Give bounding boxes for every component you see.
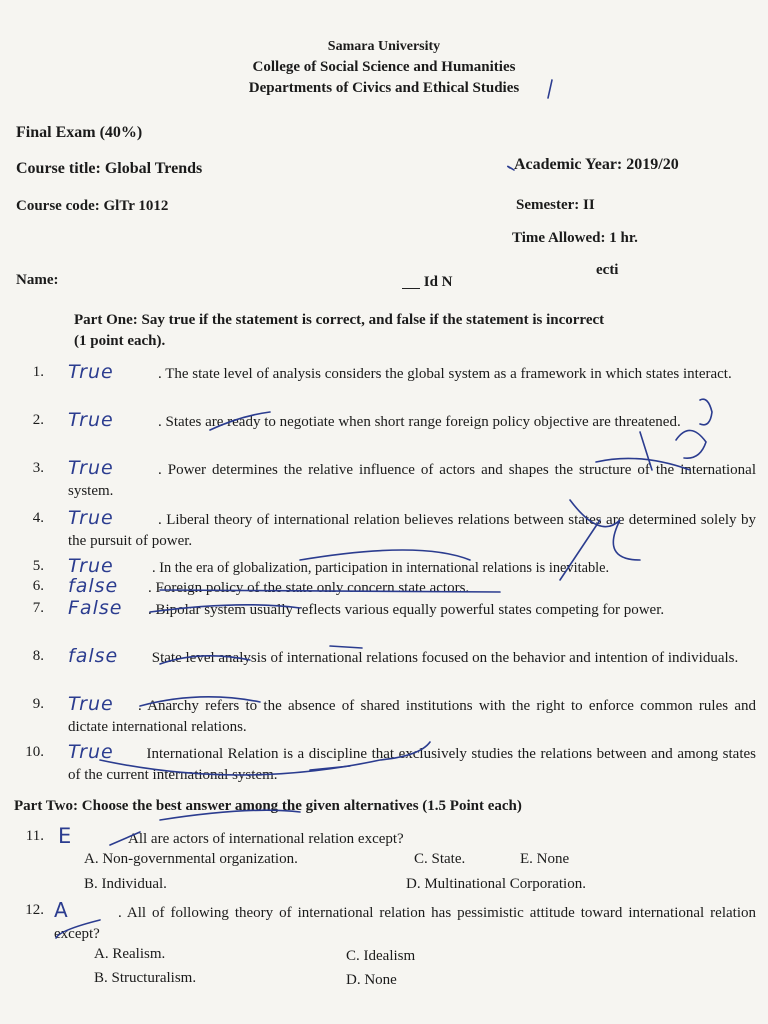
question-number: 6. [32,578,44,594]
academic-year: Academic Year: 2019/20 [514,156,679,173]
question-text-block [68,508,756,552]
option-b: B. Individual. [84,876,167,892]
handwritten-answer: True [68,741,114,763]
part-one-heading [74,310,760,352]
handwritten-answer: True [68,555,114,577]
question-number: 3. [32,460,44,476]
handwritten-answer: True [68,693,114,715]
question-number: 9. [32,696,44,712]
question-text: State level analysis of international relations focused on the behavior and intention of individuals. [148,650,739,666]
option-c: C. Idealism [346,948,416,964]
question-number: 12. [25,902,44,918]
question-text-block [68,576,756,599]
option-e: E. None [520,851,570,867]
question-text-block [68,458,756,502]
question-text: . States are ready to negotiate when short range foreign policy objective are threatened. [158,414,681,430]
question-text: . Bipolar system usually reflects various equally powerful states competing for power. [148,602,665,618]
question-text-block [54,900,756,945]
handwritten-answer: True [68,409,114,431]
id-underline [402,288,420,289]
id-label-group [402,274,453,291]
handwritten-answer: True [68,457,114,479]
handwritten-answer: True [68,507,114,529]
part-one-instruction: Part One: Say true if the statement is correct, and false if the statement is incorrect [74,312,605,328]
question-number: 10. [25,744,44,760]
part-two-heading: Part Two: Choose the best answer among the given alternatives (1.5 Point each) [14,798,522,814]
question-text-block [68,598,756,621]
college-name: College of Social Science and Humanities [252,59,516,75]
question-text-block [68,410,756,433]
question-number: 2. [32,412,44,428]
id-label: Id N [423,274,453,290]
handwritten-answer: True [68,361,114,383]
handwritten-answer: false [68,645,119,667]
option-d: D. Multinational Corporation. [406,876,586,892]
question-text: All are actors of international relation except? [128,831,404,847]
question-text: . Power determines the relative influence of actors and shapes the structure of the international system. [68,462,756,499]
question-number: 7. [32,600,44,616]
handwritten-answer: E [58,824,73,848]
exam-header [0,36,768,99]
name-label: Name: [16,272,59,288]
question-number: 1. [32,364,44,380]
question-text: . Liberal theory of international relation believes relations between states are determined solely by the pursuit of power. [68,512,756,549]
question-number: 8. [32,648,44,664]
question-text: . Anarchy refers to the absence of shared institutions with the right to enforce common rules and dictate international relations. [68,698,756,735]
time-allowed: Time Allowed: 1 hr. [512,230,638,246]
course-code: Course code: GlTr 1012 [16,198,169,214]
question-text-block [68,742,756,786]
question-text-block [68,646,756,669]
question-text-block [68,362,756,385]
university-name: Samara University [327,39,441,54]
option-d: D. None [346,972,397,988]
question-text: . In the era of globalization, participation in international relations is inevitable. [152,560,610,576]
question-text: . The state level of analysis considers the global system as a framework in which states interact. [158,366,732,382]
option-b: B. Structuralism. [94,970,197,986]
semester: Semester: II [516,197,595,213]
section-label: ecti [596,262,619,278]
course-title: Course title: Global Trends [16,160,203,177]
department-name: Departments of Civics and Ethical Studies [248,80,520,96]
question-number: 11. [25,828,44,844]
handwritten-answer: False [68,597,123,619]
question-text: . Foreign policy of the state only concern state actors. [148,580,470,596]
question-text: International Relation is a discipline that exclusively studies the relations between and among states of the current international system. [68,746,756,783]
part-one-points: (1 point each). [74,333,166,349]
question-text-block [68,694,756,738]
option-a: A. Realism. [94,946,166,962]
pen-mark-6 [676,430,706,458]
question-text: . All of following theory of international relation has pessimistic attitude toward international relation except? [54,905,756,942]
question-number: 5. [32,558,44,574]
question-number: 4. [32,510,44,526]
exam-title: Final Exam (40%) [16,124,143,141]
option-c: C. State. [414,851,466,867]
handwritten-answer: false [68,575,119,597]
handwritten-answer: A [54,898,69,922]
question-text-block [58,826,756,850]
option-a: A. Non-governmental organization. [84,851,298,867]
